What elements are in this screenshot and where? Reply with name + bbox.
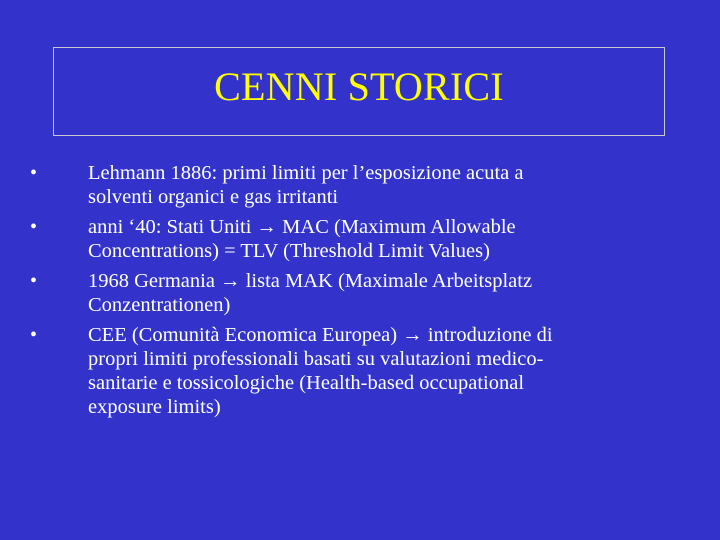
bullet-icon: •: [30, 216, 38, 238]
bullet-text: CEE (Comunità Economica Europea) → introduzione di propri limiti professionali basati su valutazioni medico- sanitarie e tossicologiche (Health-based occupational exposure limits): [88, 324, 553, 418]
bullet-text: anni ‘40: Stati Uniti → MAC (Maximum Allowable Concentrations) = TLV (Threshold Limit Values): [88, 216, 516, 262]
bullet-icon: •: [30, 324, 38, 346]
bullet-item: [30, 269, 690, 317]
bullet-text: 1968 Germania → lista MAK (Maximale Arbeitsplatz Conzentrationen): [88, 270, 533, 316]
slide-title: CENNI STORICI: [214, 63, 504, 109]
bullet-item: [30, 215, 690, 263]
bullet-list: [30, 161, 690, 425]
bullet-item: [30, 161, 690, 209]
bullet-icon: •: [30, 270, 38, 292]
bullet-item: [30, 323, 690, 419]
title-box: [53, 47, 665, 136]
bullet-text: Lehmann 1886: primi limiti per l’esposizione acuta a solventi organici e gas irritanti: [88, 162, 524, 208]
bullet-icon: •: [30, 162, 38, 184]
